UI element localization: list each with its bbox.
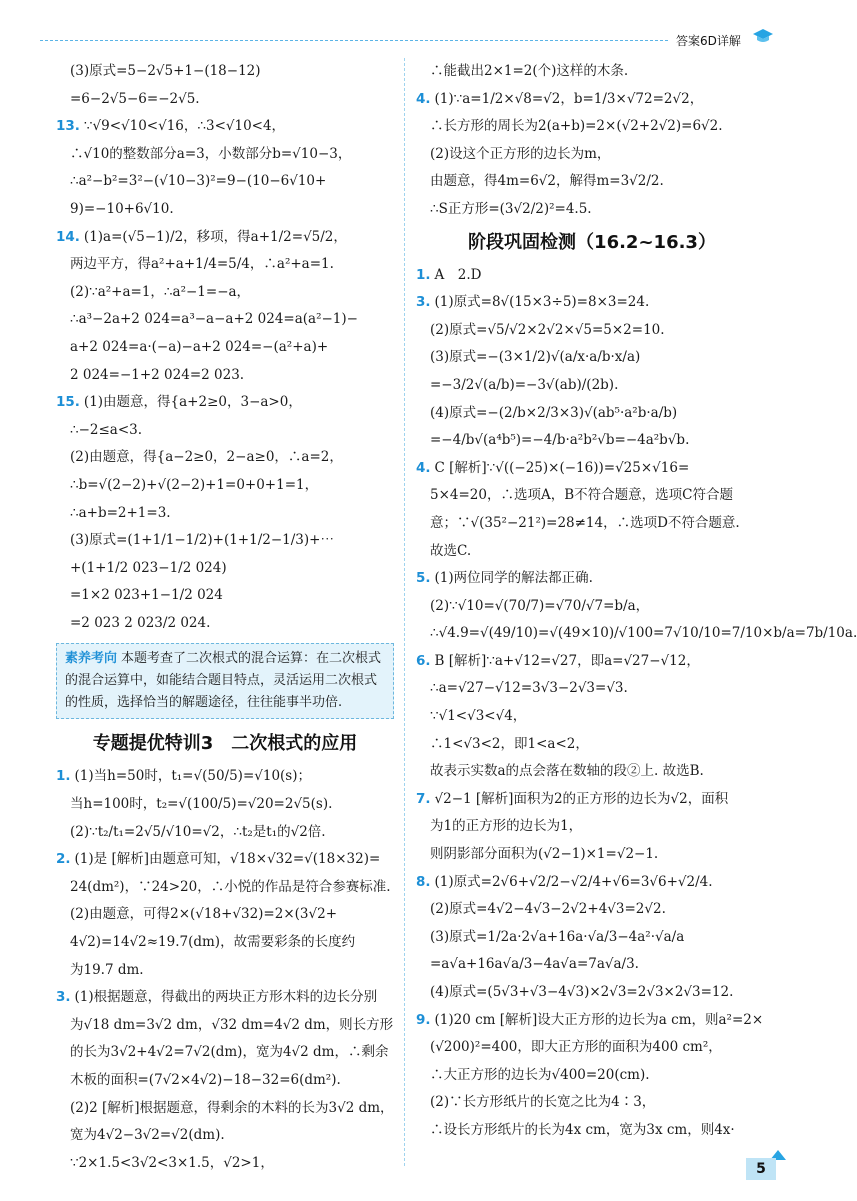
answer-line [416, 538, 768, 566]
answer-text: ∴a²−b²=3²−(√10−3)²=9−(10−6√10+ [70, 173, 327, 190]
answer-text: √2−1 [解析]面积为2的正方形的边长为√2，面积 [434, 790, 729, 807]
answer-line [56, 389, 394, 417]
column-divider [404, 58, 405, 1166]
answers-block-1 [56, 58, 394, 637]
answer-line [56, 874, 394, 902]
answer-text: 意；∵√(35²−21²)=28≠14，∴选项D不符合题意. [430, 514, 740, 531]
answer-text: 两边平方，得a²+a+1/4=5/4，∴a²+a=1. [70, 256, 334, 273]
answer-text: ∴大正方形的边长为√400=20(cm). [430, 1066, 650, 1083]
answer-text: =−3/2√(a/b)=−3√(ab)/(2b). [430, 376, 619, 393]
answer-text: 由题意，得4m=6√2，解得m=3√2/2. [430, 173, 664, 190]
answer-text: ∴−2≤a<3. [70, 421, 143, 438]
answer-text: (4)原式=−(2/b×2/3×3)√(ab⁵·a²b·a/b) [430, 404, 678, 421]
answer-text: 为19.7 dm. [70, 961, 144, 978]
answer-line [416, 58, 768, 86]
answer-text: ∴√4.9=√(49/10)=√(49×10)/√100=7√10/10=7/10×b/a=7b/10a. [430, 625, 857, 642]
answer-text: ∴1<√3<2，即1<a<2， [430, 735, 589, 752]
answer-line [416, 196, 768, 224]
answer-line [56, 417, 394, 445]
answer-line [416, 482, 768, 510]
answer-text: ∴长方形的周长为2(a+b)=2×(√2+2√2)=6√2. [430, 118, 723, 135]
answer-line [56, 472, 394, 500]
question-number: 7. [416, 790, 431, 807]
answer-text: =6−2√5−6=−2√5. [70, 90, 200, 107]
answer-text: (2)2 [解析]根据题意，得剩余的木料的长为3√2 dm， [70, 1099, 394, 1116]
answer-line [416, 317, 768, 345]
answer-text: =2 023 2 023/2 024. [70, 614, 211, 631]
answer-line [56, 846, 394, 874]
left-column [56, 58, 394, 1177]
answer-line [416, 455, 768, 483]
answer-text: 为1的正方形的边长为1， [430, 818, 583, 835]
answer-line [56, 984, 394, 1012]
answer-line [56, 113, 394, 141]
page-number: 5 [746, 1158, 776, 1180]
answer-text: ∴b=√(2−2)+√(2−2)+1=0+0+1=1， [70, 476, 319, 493]
answer-text: (2)∵√10=√(70/7)=√70/√7=b/a， [430, 597, 650, 614]
answer-line [416, 786, 768, 814]
graduation-cap-icon [752, 28, 774, 44]
question-number: 15. [56, 394, 80, 411]
answer-line [416, 510, 768, 538]
answer-line [416, 86, 768, 114]
answer-text: 为√18 dm=3√2 dm，√32 dm=4√2 dm，则长方形 [70, 1016, 394, 1033]
answer-line [56, 901, 394, 929]
answer-line [416, 1007, 768, 1035]
section-title-special: 专题提优特训3 二次根式的应用 [92, 733, 358, 755]
note-text: 本题考查了二次根式的混合运算：在二次根式的混合运算中，如能结合题目特点，灵活运用二次根式的性质，选择恰当的解题途径，往往能事半功倍. [65, 651, 382, 711]
answer-text: (1)∵a=1/2×√8=√2，b=1/3×√72=2√2， [434, 90, 704, 107]
answer-text: 5×4=20，∴选项A，B不符合题意，选项C符合题 [430, 487, 733, 504]
answer-line [416, 869, 768, 897]
answer-line [416, 141, 768, 169]
answer-text: 9)=−10+6√10. [70, 200, 174, 217]
answer-text: (2)∵t₂/t₁=2√5/√10=√2，∴t₂是t₁的√2倍. [70, 823, 326, 840]
answer-text: (1)20 cm [解析]设大正方形的边长为a cm，则a²=2× [434, 1011, 764, 1028]
note-box [56, 643, 394, 719]
answer-text: A 2.D [434, 266, 482, 283]
answer-text: 4√2)=14√2≈19.7(dm)，故需要彩条的长度约 [70, 934, 356, 951]
answer-text: (1)两位同学的解法都正确. [434, 570, 593, 587]
answer-line [416, 565, 768, 593]
answer-line [56, 555, 394, 583]
answer-line [416, 896, 768, 924]
answer-text: ∴a³−2a+2 024=a³−a−a+2 024=a(a²−1)− [70, 311, 358, 328]
answer-text: (2)原式=√5/√2×2√2×√5=5×2=10. [430, 321, 665, 338]
answer-text: 24(dm²)，∵24>20，∴小悦的作品是符合参赛标准. [70, 878, 391, 895]
answer-line [416, 400, 768, 428]
answer-line [416, 427, 768, 455]
answer-line [56, 86, 394, 114]
question-number: 1. [416, 266, 431, 283]
answer-text: (2)原式=4√2−4√3−2√2+4√3=2√2. [430, 901, 666, 918]
answer-line [416, 1062, 768, 1090]
answer-line [56, 929, 394, 957]
answer-text: 则阴影部分面积为(√2−1)×1=√2−1. [430, 846, 659, 863]
answer-line [56, 1150, 394, 1178]
answer-text: C [解析]∵√((−25)×(−16))=√25×√16= [434, 459, 690, 476]
answer-line [56, 1095, 394, 1123]
answer-line [56, 251, 394, 279]
answer-text: (4)原式=(5√3+√3−4√3)×2√3=2√3×2√3=12. [430, 984, 734, 1000]
answer-text: (1)根据题意，得截出的两块正方形木料的边长分别 [74, 989, 378, 1006]
header-rule [40, 40, 668, 41]
note-label: 素养考向 [65, 651, 118, 667]
answer-line [416, 344, 768, 372]
question-number: 3. [416, 294, 431, 311]
answer-line [416, 703, 768, 731]
answer-text: (1)原式=2√6+√2/2−√2/4+√6=3√6+√2/4. [434, 873, 713, 890]
answer-line [56, 334, 394, 362]
answer-line [56, 791, 394, 819]
answer-text: (1)由题意，得{a+2≥0，3−a>0， [83, 394, 302, 411]
answer-line [56, 610, 394, 638]
answer-line [56, 1122, 394, 1150]
question-number: 2. [56, 851, 71, 868]
answer-text: (1)当h=50时，t₁=√(50/5)=√10(s)； [74, 768, 311, 785]
answer-line [56, 306, 394, 334]
answer-line [416, 1034, 768, 1062]
question-number: 9. [416, 1011, 431, 1028]
answer-line [56, 582, 394, 610]
answer-text: (3)原式=1/2a·2√a+16a·√a/3−4a²·√a/a [430, 928, 685, 945]
answer-line [416, 113, 768, 141]
question-number: 5. [416, 570, 431, 587]
answer-text: (3)原式=(1+1/1−1/2)+(1+1/2−1/3)+⋯ [70, 532, 334, 549]
answer-line [56, 500, 394, 528]
answer-line [416, 1089, 768, 1117]
answer-line [416, 372, 768, 400]
answer-line [416, 813, 768, 841]
answer-text: 当h=100时，t₂=√(100/5)=√20=2√5(s). [70, 796, 333, 813]
answer-text: (2)由题意，可得2×(√18+√32)=2×(3√2+ [70, 906, 338, 923]
answer-text: a+2 024=a·(−a)−a+2 024=−(a²+a)+ [70, 338, 329, 355]
question-number: 13. [56, 118, 80, 135]
answer-line [56, 279, 394, 307]
answer-line [416, 731, 768, 759]
answer-line [416, 289, 768, 317]
answer-text: (3)原式=5−2√5+1−(18−12) [70, 63, 261, 79]
answer-line [416, 262, 768, 290]
section-title-stage-test: 阶段巩固检测（16.2~16.3） [468, 231, 716, 253]
answer-line [56, 224, 394, 252]
answer-line [56, 444, 394, 472]
answer-line [56, 141, 394, 169]
answer-text: =a√a+16a√a/3−4a√a=7a√a/3. [430, 956, 639, 973]
answer-line [56, 763, 394, 791]
answer-line [56, 362, 394, 390]
answer-line [416, 758, 768, 786]
answer-line [416, 675, 768, 703]
answer-text: (√200)²=400，即大正方形的面积为400 cm²， [430, 1039, 722, 1056]
answer-line [56, 168, 394, 196]
answer-text: B [解析]∵a+√12=√27，即a=√27−√12， [434, 652, 700, 669]
answer-line [416, 648, 768, 676]
answer-text: 故选C. [430, 542, 472, 559]
answer-text: (1)a=(√5−1)/2，移项，得a+1/2=√5/2， [83, 228, 347, 245]
question-number: 4. [416, 459, 431, 476]
answer-text: (2)∵a²+a=1，∴a²−1=−a， [70, 283, 251, 300]
question-number: 14. [56, 228, 80, 245]
answer-line [416, 951, 768, 979]
answer-line [416, 841, 768, 869]
question-number: 6. [416, 652, 431, 669]
answer-text: ∴S正方形=(3√2/2)²=4.5. [430, 200, 592, 217]
answer-line [416, 1117, 768, 1145]
answer-text: (2)由题意，得{a−2≥0，2−a≥0，∴a=2， [70, 449, 343, 466]
answer-line [56, 819, 394, 847]
answer-text: 的长为3√2+4√2=7√2(dm)，宽为4√2 dm，∴剩余 [70, 1044, 389, 1061]
answer-line [56, 957, 394, 985]
answer-text: (1)原式=8√(15×3÷5)=8×3=24. [434, 294, 650, 311]
answer-text: 故表示实数a的点会落在数轴的段②上. 故选B. [430, 763, 704, 780]
answer-line [416, 924, 768, 952]
answer-text: =−4/b√(a⁴b⁵)=−4/b·a²b²√b=−4a²b√b. [430, 432, 690, 449]
answer-text: 宽为4√2−3√2=√2(dm). [70, 1127, 225, 1144]
answer-text: (2)设这个正方形的边长为m， [430, 145, 611, 162]
answer-line [56, 196, 394, 224]
answer-text: ∴a+b=2+1=3. [70, 504, 171, 521]
answer-text: 木板的面积=(7√2×4√2)−18−32=6(dm²). [70, 1072, 341, 1088]
answer-text: +(1+1/2 023−1/2 024) [70, 559, 227, 576]
right-column [416, 58, 857, 1145]
answer-line [56, 1039, 394, 1067]
question-number: 4. [416, 90, 431, 107]
answer-text: ∵√1<√3<√4， [430, 708, 527, 725]
answer-text: =1×2 023+1−1/2 024 [70, 587, 223, 604]
answer-text: (3)原式=−(3×1/2)√(a/x·a/b·x/a) [430, 349, 641, 366]
answer-line [416, 979, 768, 1007]
page-header [0, 0, 800, 48]
answer-line [416, 620, 857, 648]
answer-line [56, 58, 394, 86]
answer-text: 2 024=−1+2 024=2 023. [70, 366, 245, 383]
answer-line [56, 1012, 394, 1040]
answer-line [56, 1067, 394, 1095]
answer-text: ∵√9<√10<√16，∴3<√10<4， [83, 118, 286, 135]
answer-text: ∵2×1.5<3√2<3×1.5，√2>1， [70, 1154, 274, 1171]
question-number: 1. [56, 768, 71, 785]
question-number: 8. [416, 873, 431, 890]
answer-text: ∴a=√27−√12=3√3−2√3=√3. [430, 680, 628, 697]
answer-line [416, 593, 768, 621]
answer-text: ∴能截出2×1=2(个)这样的木条. [430, 63, 629, 79]
question-number: 3. [56, 989, 71, 1006]
answers-block-2 [56, 763, 394, 1177]
answer-text: ∴设长方形纸片的长为4x cm，宽为3x cm，则4x· [430, 1121, 735, 1138]
answer-text: (2)∵长方形纸片的长宽之比为4∶3， [430, 1094, 656, 1111]
answer-line [56, 527, 394, 555]
answer-text: (1)是 [解析]由题意可知，√18×√32=√(18×32)= [74, 851, 381, 868]
answers-block-3 [416, 58, 768, 224]
header-title: 答案6D详解 [676, 34, 741, 48]
answer-line [416, 168, 768, 196]
answer-text: ∴√10的整数部分a=3，小数部分b=√10−3， [70, 145, 352, 162]
answers-block-4 [416, 262, 857, 1145]
